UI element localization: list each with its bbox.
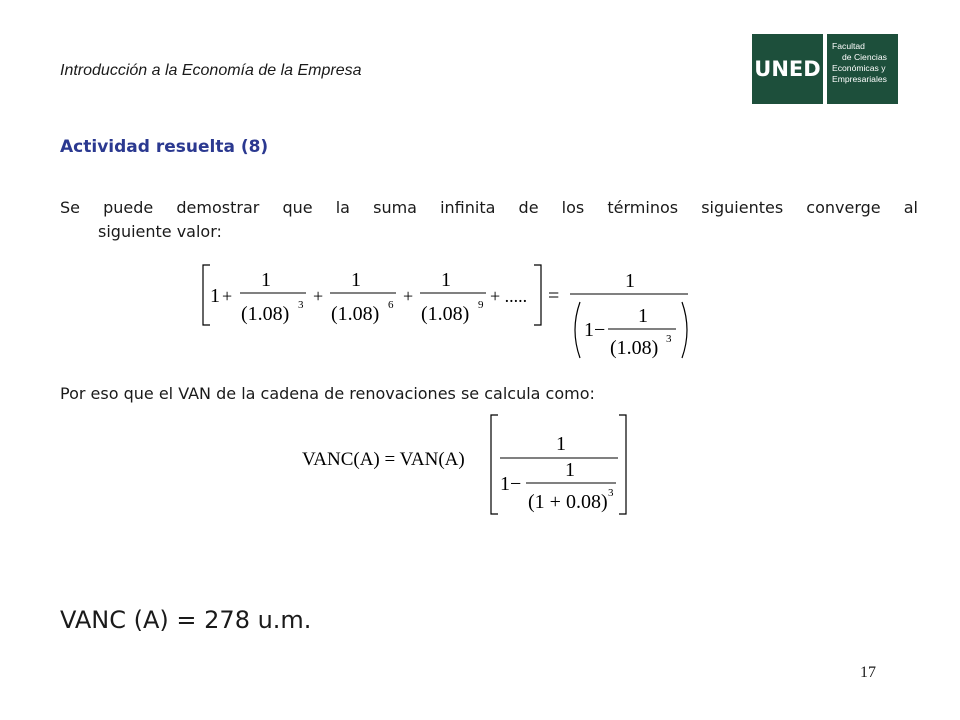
eq1-rhs-num: 1 (625, 270, 635, 292)
eq2-lhs: VANC(A) = VAN(A) (302, 449, 465, 470)
eq1-rhs-inner-exp: 3 (666, 333, 672, 345)
eq1-plus: + (222, 286, 233, 306)
activity-heading: Actividad resuelta (8) (60, 137, 269, 157)
eq1-frac2-exp: 6 (388, 299, 394, 311)
eq2-inner-den: (1 + 0.08) (528, 491, 608, 513)
paragraph-2: Por eso que el VAN de la cadena de renovaciones se calcula como: (60, 384, 595, 403)
eq1-rhs-inner-num: 1 (638, 305, 648, 327)
eq1-frac1-exp: 3 (298, 299, 304, 311)
eq1-plus: + (313, 286, 324, 306)
equation-series-sum (203, 265, 688, 359)
eq1-frac2-den: (1.08) (331, 303, 380, 325)
logo-faculty-line: Empresariales (832, 74, 887, 84)
paragraph-1-line-1: Se puede demostrar que la suma infinita de los términos siguientes converge al (60, 198, 918, 217)
eq2-minus: 1− (500, 473, 522, 495)
page-number: 17 (860, 664, 876, 681)
eq1-rhs-minus: 1− (584, 319, 606, 341)
logo-acronym: UNED (752, 34, 823, 104)
eq1-rhs-inner-den: (1.08) (610, 337, 659, 359)
eq2-inner-exp: 3 (608, 487, 614, 499)
equation-vanc (302, 415, 626, 514)
logo-faculty-line: de Ciencias (842, 52, 887, 62)
eq1-term-one: 1 (210, 285, 220, 307)
eq2-num: 1 (556, 433, 566, 455)
eq1-frac2-num: 1 (351, 269, 361, 291)
eq1-equals: = (548, 285, 560, 307)
eq1-plus: + (403, 286, 414, 306)
paragraph-1-line-2: siguiente valor: (98, 222, 222, 241)
eq1-dots: + ..... (490, 286, 528, 306)
logo-faculty-line: Económicas y (832, 63, 886, 73)
eq1-frac1-den: (1.08) (241, 303, 290, 325)
eq1-frac3-num: 1 (441, 269, 451, 291)
logo-faculty-line: Facultad (832, 41, 865, 51)
eq1-frac1-num: 1 (261, 269, 271, 291)
eq1-frac3-exp: 9 (478, 299, 484, 311)
eq1-frac3-den: (1.08) (421, 303, 470, 325)
result-text: VANC (A) = 278 u.m. (60, 606, 312, 634)
course-title: Introducción a la Economía de la Empresa (60, 62, 362, 79)
eq2-inner-num: 1 (565, 459, 575, 481)
